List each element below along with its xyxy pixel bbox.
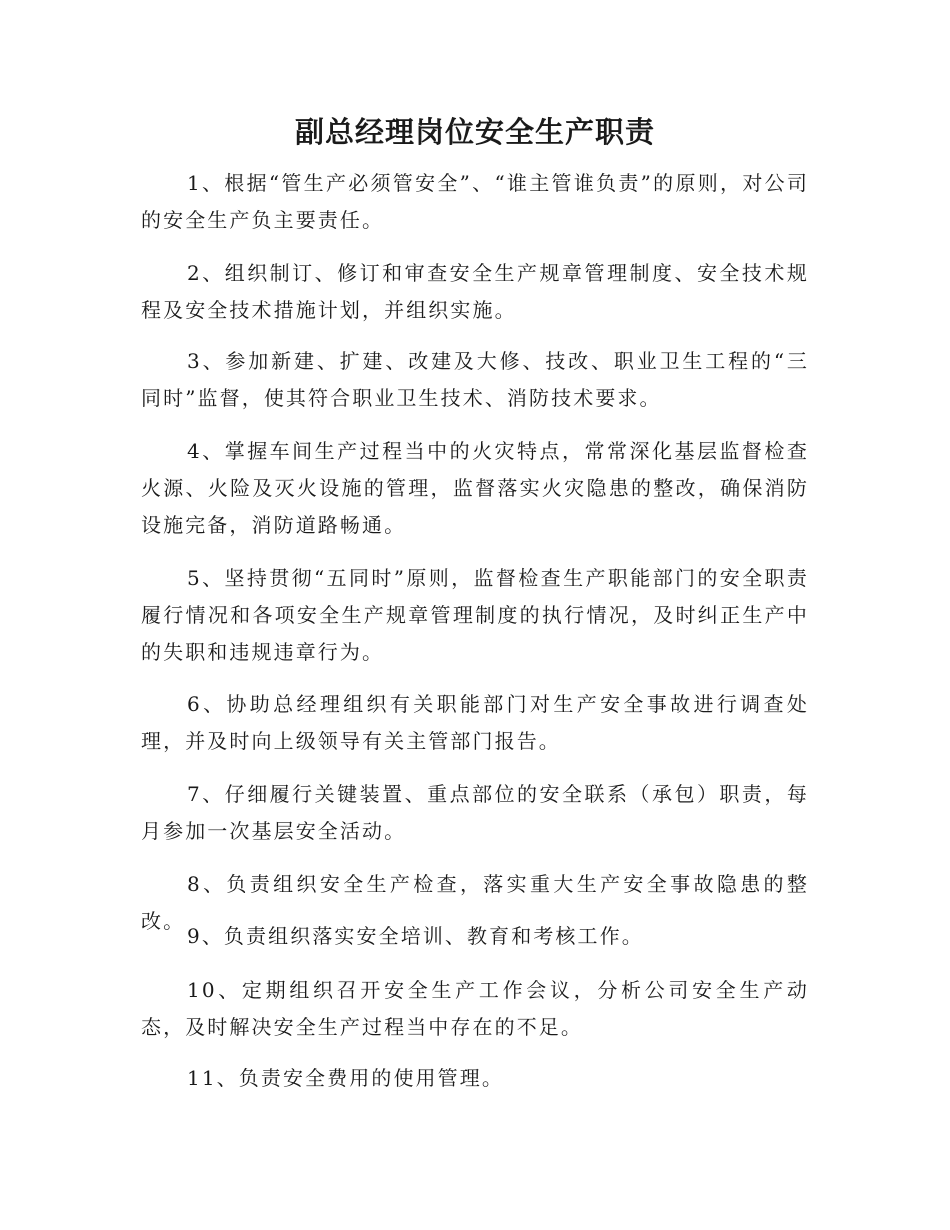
document-title: 副总经理岗位安全生产职责 bbox=[294, 115, 655, 149]
paragraph-6: 6、协助总经理组织有关职能部门对生产安全事故进行调查处理，并及时向上级领导有关主管部门报告。 bbox=[141, 692, 809, 753]
paragraph-2: 2、组织制订、修订和审查安全生产规章管理制度、安全技术规程及安全技术措施计划，并组织实施。 bbox=[141, 261, 809, 322]
paragraph-9: 9、负责组织落实安全培训、教育和考核工作。 bbox=[187, 924, 644, 948]
paragraph-7: 7、仔细履行关键装置、重点部位的安全联系（承包）职责，每月参加一次基层安全活动。 bbox=[141, 782, 809, 843]
paragraph-3: 3、参加新建、扩建、改建及大修、技改、职业卫生工程的“三同时”监督，使其符合职业卫生技术、消防技术要求。 bbox=[141, 349, 809, 410]
paragraph-10: 10、定期组织召开安全生产工作会议，分析公司安全生产动态，及时解决安全生产过程当中存在的不足。 bbox=[141, 978, 809, 1039]
paragraph-8: 8、负责组织安全生产检查，落实重大生产安全事故隐患的整改。 bbox=[141, 872, 809, 933]
paragraph-1: 1、根据“管生产必须管安全”、“谁主管谁负责”的原则，对公司的安全生产负主要责任。 bbox=[141, 171, 809, 232]
paragraph-11: 11、负责安全费用的使用管理。 bbox=[187, 1066, 504, 1090]
paragraph-4: 4、掌握车间生产过程当中的火灾特点，常常深化基层监督检查火源、火险及灭火设施的管理，监督落实火灾隐患的整改，确保消防设施完备，消防道路畅通。 bbox=[141, 439, 809, 537]
paragraph-5: 5、坚持贯彻“五同时”原则，监督检查生产职能部门的安全职责履行情况和各项安全生产规章管理制度的执行情况，及时纠正生产中的失职和违规违章行为。 bbox=[141, 566, 809, 664]
